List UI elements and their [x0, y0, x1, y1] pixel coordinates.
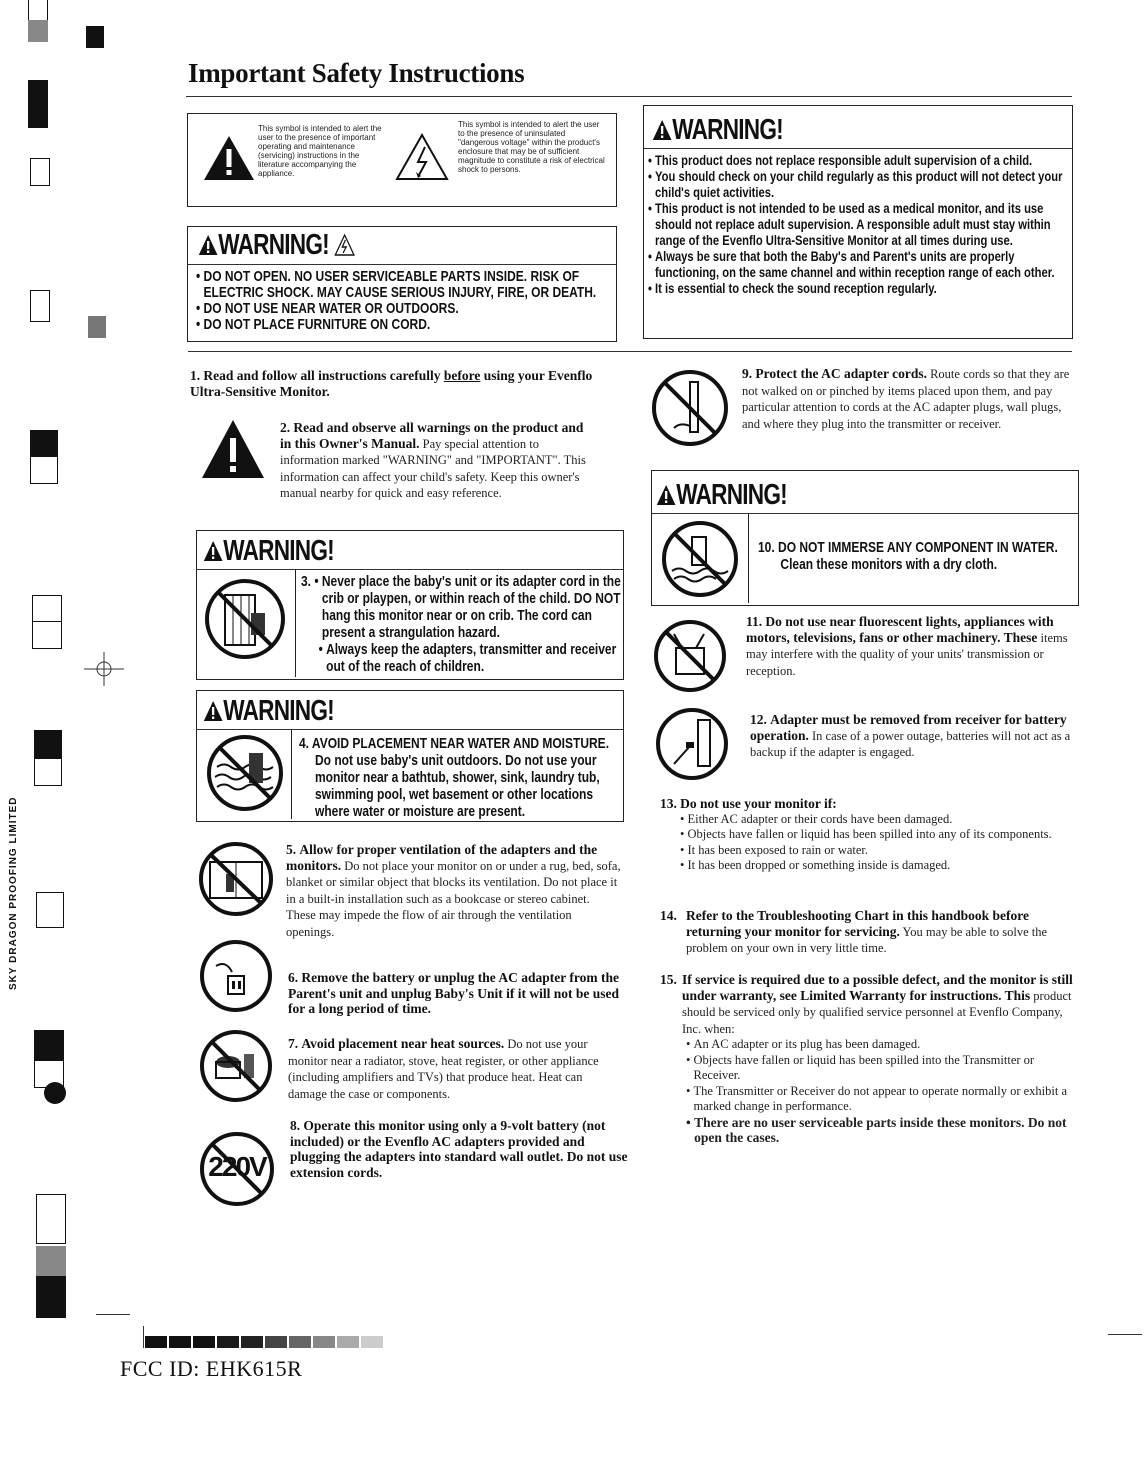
instruction-5: 5. Allow for proper ventilation of the adapters and the monitors. Do not place your monitor on or under a rug, bed, sofa, blanket or similar object that blocks its ventilation. Do not place it in a built-in installation such as a bookcase or stereo cabinet. These may impede the flow of air through the ventilation openings.	[286, 842, 621, 939]
margin-mark	[30, 158, 50, 186]
warning-supervision-item: • This product does not replace responsible adult supervision of a child.	[648, 152, 1033, 168]
warning-triangle-icon	[652, 119, 672, 141]
margin-mark	[30, 290, 50, 322]
lightning-triangle-icon	[394, 132, 450, 182]
margin-mark	[36, 1276, 66, 1318]
title-rule	[186, 96, 1072, 97]
warning-10-text: 10. DO NOT IMMERSE ANY COMPONENT IN WATER. Clean these monitors with a dry cloth.	[758, 539, 1058, 573]
margin-vertical-text: SKY DRAGON PROOFING LIMITED	[8, 796, 19, 990]
warning-heading-label: WARNING!	[676, 479, 787, 511]
warning-rule	[652, 513, 1078, 514]
margin-mark	[36, 892, 64, 928]
margin-dot	[44, 1082, 66, 1104]
margin-mark	[34, 758, 62, 786]
margin-mark	[28, 80, 48, 128]
warning-heading	[203, 695, 334, 727]
warning-4-text: 4. AVOID PLACEMENT NEAR WATER AND MOISTURE. Do not use baby's unit outdoors. Do not use your monitor near a bathtub, shower, sink, laundry tub, swimming pool, wet basement or other locations where water or moisture are present.	[299, 735, 610, 820]
list-item: • Objects have fallen or liquid has been spilled into any of its components.	[680, 827, 1052, 841]
warning-3-divider	[295, 569, 296, 677]
warning-triangle-icon	[656, 484, 676, 506]
margin-mark	[28, 0, 48, 22]
margin-mark	[36, 1246, 66, 1276]
list-item: • It has been dropped or something inside is damaged.	[680, 858, 951, 872]
page-title: Important Safety Instructions	[188, 58, 525, 88]
warning-shock-item: • DO NOT PLACE FURNITURE ON CORD.	[196, 316, 431, 333]
no-heat-icon	[198, 1028, 274, 1104]
warning-10-box	[651, 470, 1079, 606]
warning-heading	[198, 229, 355, 261]
symbol-legend-box	[187, 113, 617, 207]
warning-heading	[656, 479, 787, 511]
margin-mark	[28, 20, 48, 42]
instruction-13: 13. Do not use your monitor if: • Either AC adapter or their cords have been damaged. • Objects have fallen or liquid has been spilled into any of its components. • It has been exposed to rain or water. • It has been dropped or something inside is damaged.	[660, 796, 1076, 874]
warning-rule	[295, 569, 623, 570]
margin-mark	[36, 1194, 66, 1244]
lightning-triangle-icon	[334, 234, 354, 256]
warning-triangle-icon	[203, 700, 223, 722]
no-immerse-icon	[660, 519, 740, 599]
unplug-icon	[198, 938, 274, 1014]
warning-heading-label: WARNING!	[223, 535, 334, 567]
instruction-13-list	[660, 812, 1076, 874]
warning-supervision-item: • This product is not intended to be used as a medical monitor, and its use should not replace adult supervision. A responsible adult must stay within range of the Evenflo Ultra-Sensitive Monitor at all times during use.	[648, 200, 1051, 248]
margin-mark	[34, 1030, 64, 1060]
no-cabinet-icon	[196, 840, 276, 918]
voltage-label: 220V	[208, 1151, 266, 1182]
warning-3-text: 3. • Never place the baby's unit or its adapter cord in the crib or playpen, or within reach of the child. DO NOT hang this monitor near or on crib. The cord can present a strangulation hazard. • Always keep the adapters, transmitter and receiver out of the reach of children.	[301, 573, 621, 675]
section-rule	[188, 351, 1072, 352]
margin-mark	[30, 430, 58, 456]
no-220v-icon	[198, 1130, 276, 1208]
warning-supervision-list	[648, 152, 1070, 296]
instruction-6: 6. Remove the battery or unplug the AC adapter from the Parent's unit and unplug Baby's Unit if it will not be used for a long period of time.	[288, 970, 619, 1016]
bottom-tick	[143, 1326, 144, 1348]
list-item: • It has been exposed to rain or water.	[680, 842, 869, 857]
warning-3-box	[196, 530, 624, 680]
warning-triangle-icon	[203, 540, 223, 562]
instruction-1: 1. Read and follow all instructions carefully before using your Evenflo Ultra-Sensitive Monitor.	[190, 368, 593, 399]
warning-triangle-icon	[198, 234, 218, 256]
margin-mark	[30, 456, 58, 484]
instruction-8: 8. Operate this monitor using only a 9-volt battery (not included) or the Evenflo AC adapters provided and plugging the adapters into standard wall outlet. Do not use extension cords.	[290, 1118, 628, 1180]
no-tv-icon	[652, 618, 728, 694]
fcc-id: FCC ID: EHK615R	[120, 1356, 303, 1381]
list-item: • Either AC adapter or their cords have been damaged.	[680, 811, 953, 826]
warning-shock-box	[187, 226, 617, 342]
warning-supervision-item: • You should check on your child regularly as this product will not detect your child's quiet activities.	[648, 168, 1063, 200]
exclamation-symbol-text: This symbol is intended to alert the user to the presence of important operating and maintenance (servicing) instructions in the literature accompanying the appliance.	[258, 124, 382, 178]
margin-mark	[34, 730, 62, 758]
list-item: • There are no user serviceable parts inside these monitors. Do not open the cases.	[686, 1114, 1067, 1145]
warning-4-divider	[291, 729, 292, 819]
list-item: • An AC adapter or its plug has been damaged.	[686, 1037, 921, 1051]
no-water-icon	[205, 733, 285, 813]
registration-square	[88, 316, 106, 338]
warning-shock-item: • DO NOT USE NEAR WATER OR OUTDOORS.	[196, 300, 459, 317]
exclamation-triangle-icon	[202, 134, 256, 182]
no-crib-icon	[203, 577, 287, 661]
warning-shock-item: • DO NOT OPEN. NO USER SERVICEABLE PARTS INSIDE. RISK OF ELECTRIC SHOCK. MAY CAUSE SERIOUS INJURY, FIRE, OR DEATH.	[196, 268, 597, 301]
right-rule	[1108, 1334, 1142, 1335]
instruction-12: 12. Adapter must be removed from receiver for battery operation. In case of a power outage, batteries will not act as a backup if the adapter is engaged.	[750, 712, 1071, 759]
instruction-2: 2. Read and observe all warnings on the product and in this Owner's Manual. Pay special attention to information marked "WARNING" and "IMPORTANT". This information can affect your child's safety. Keep this owner's manual nearby for quick and easy reference.	[280, 420, 586, 500]
margin-mark	[32, 621, 62, 649]
exclamation-triangle-icon	[200, 418, 266, 480]
warning-heading-label: WARNING!	[223, 695, 334, 727]
warning-rule	[197, 569, 295, 570]
instruction-15: 15. If service is required due to a possible defect, and the monitor is still under warranty, see Limited Warranty for instructions. This product should be serviced only by qualified service personnel at Evenflo Company, Inc. when: • An AC adapter or its plug has been damaged. • Objects have fallen or liquid has been spilled into the Transmitter or Receiver. • The Transmitter or Receiver do not appear to operate normally or exhibit a marked change in performance. • There are no user serviceable parts inside these monitors. Do not open the cases.	[660, 972, 1076, 1146]
crosshair-mark	[84, 652, 124, 686]
instruction-14: 14. Refer to the Troubleshooting Chart in this handbook before returning your monitor for servicing. You may be able to solve the problem on your own in very little time.	[660, 908, 1048, 955]
warning-supervision-item: • Always be sure that both the Baby's and Parent's units are properly functioning, on the same channel and within reception range of each other.	[648, 248, 1055, 280]
warning-supervision-item: • It is essential to check the sound reception regularly.	[648, 280, 937, 296]
registration-square	[86, 26, 104, 48]
list-item: • The Transmitter or Receiver do not appear to operate normally or exhibit a marked change in performance.	[686, 1083, 1068, 1113]
warning-shock-list	[196, 269, 608, 333]
instruction-11: 11. Do not use near fluorescent lights, appliances with motors, televisions, fans or other machinery. These items may interfere with the quality of your units' transmission or reception.	[746, 614, 1068, 678]
instruction-9: 9. Protect the AC adapter cords. Route cords so that they are not walked on or pinched by items placed upon them, and pay particular attention to cords at the AC adapter plugs, wall plugs, and where they plug into the transmitter or receiver.	[742, 366, 1070, 431]
warning-4-box	[196, 690, 624, 822]
color-bar	[145, 1336, 405, 1348]
warning-rule	[188, 264, 616, 265]
list-item: • Objects have fallen or liquid has been spilled into the Transmitter or Receiver.	[686, 1052, 1035, 1082]
warning-heading-label: WARNING!	[672, 114, 783, 146]
warning-rule	[644, 148, 1072, 149]
instruction-7: 7. Avoid placement near heat sources. Do not use your monitor near a radiator, stove, heat register, or other appliance (including amplifiers and TVs) that produce heat. Heat can damage the case or components.	[288, 1036, 599, 1101]
margin-mark	[32, 595, 62, 623]
bottom-rule	[96, 1314, 130, 1315]
lightning-symbol-text: This symbol is intended to alert the user to the presence of uninsulated "dangerous voltage" within the product's enclosure that may be of sufficient magnitude to constitute a risk of electrical shock to persons.	[458, 120, 605, 174]
instruction-15-list	[660, 1037, 1076, 1146]
cord-protection-icon	[650, 368, 730, 448]
warning-heading	[652, 114, 783, 146]
warning-heading	[203, 535, 334, 567]
warning-10-divider	[748, 513, 749, 603]
warning-heading-label: WARNING!	[218, 229, 329, 261]
warning-rule	[197, 729, 623, 730]
warning-supervision-box	[643, 105, 1073, 339]
adapter-remove-icon	[654, 706, 730, 782]
